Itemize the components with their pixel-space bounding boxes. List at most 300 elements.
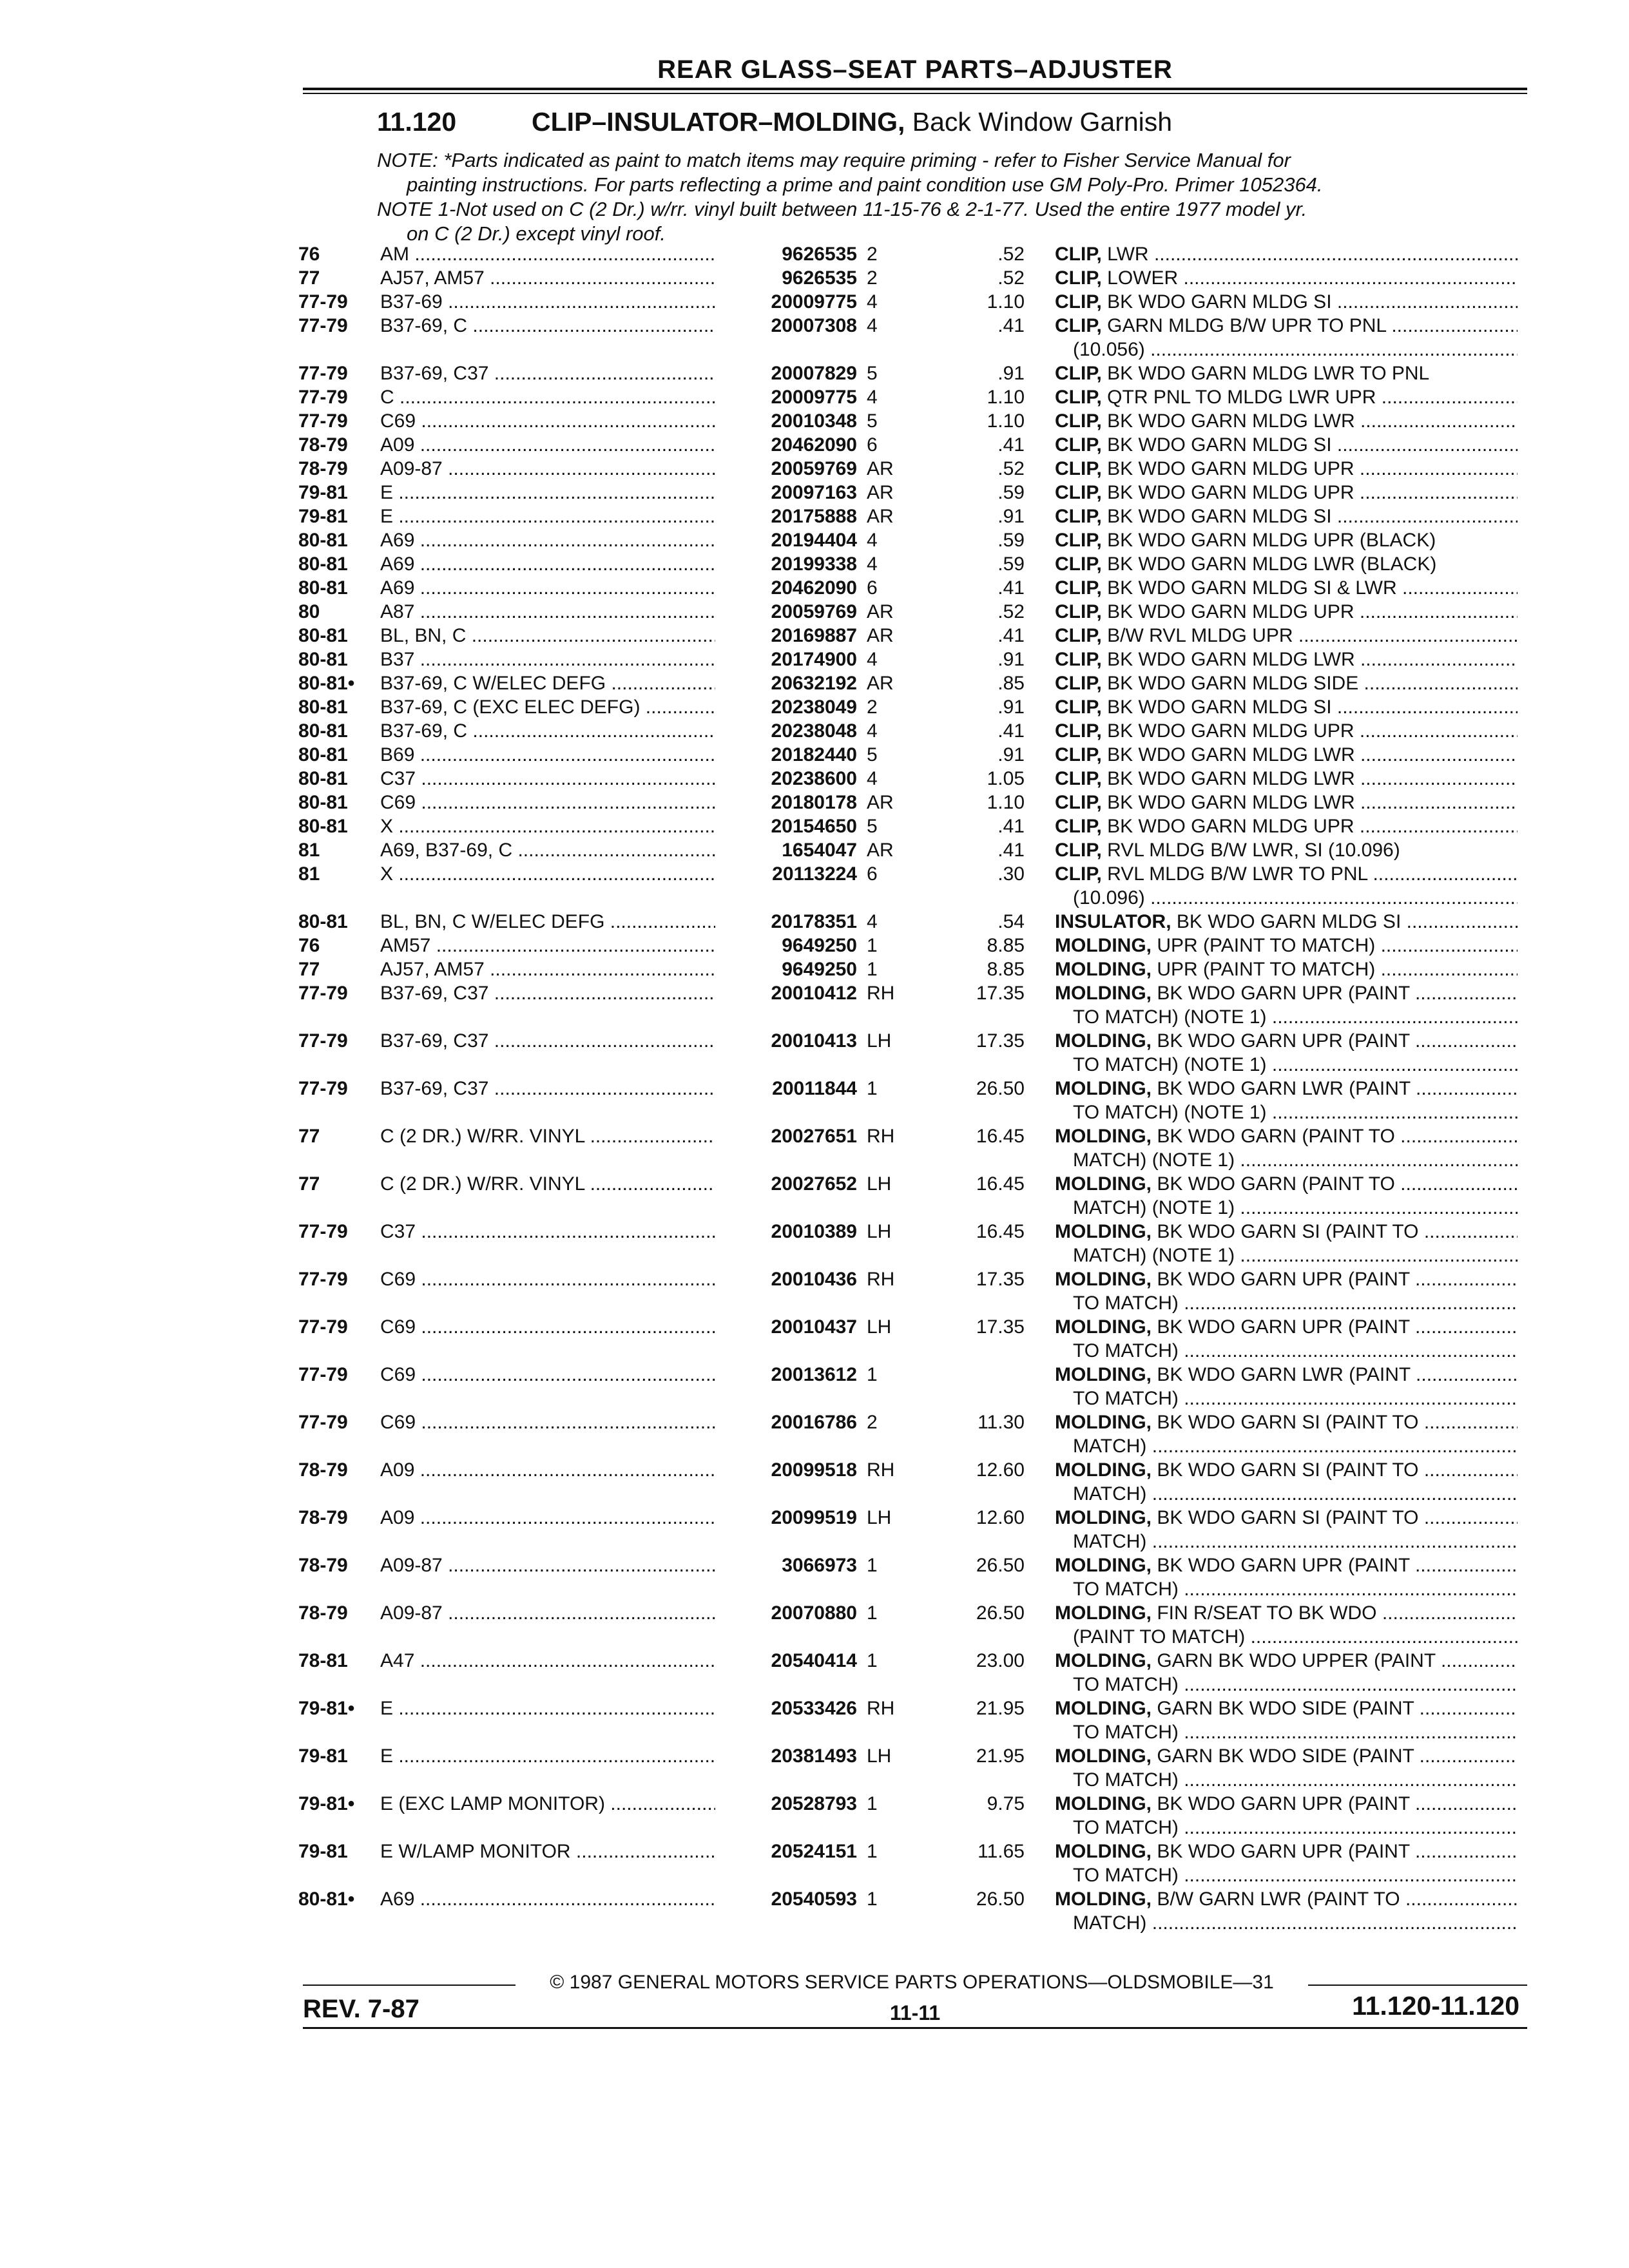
part-description: [1055, 957, 1518, 981]
body-models: BL, BN, C .....: [380, 624, 718, 648]
part-description: [1055, 1363, 1518, 1410]
description-text: BK WDO GARN MLDG SIDE: [1107, 673, 1359, 694]
part-description: [1055, 671, 1518, 695]
description-line: [1055, 957, 1518, 981]
part-description: [1055, 1696, 1518, 1744]
part-number: 20010389: [715, 1220, 857, 1244]
part-number: 20007829: [715, 361, 857, 385]
body-models: X .....: [380, 862, 718, 886]
table-row: [0, 1410, 1629, 1458]
price: .59: [998, 530, 1025, 551]
description-line: [1055, 385, 1518, 409]
price: .91: [998, 744, 1025, 765]
body-models: A69 .....: [380, 576, 718, 600]
description-text: TO MATCH): [1073, 1817, 1179, 1838]
part-name: MOLDING,: [1055, 1555, 1152, 1576]
model-years: 79-81: [298, 506, 348, 527]
description-line: [1055, 1363, 1518, 1387]
description-line: [1055, 1887, 1518, 1911]
part-name: CLIP,: [1055, 816, 1102, 837]
description-text: BK WDO GARN SI (PAINT TO: [1157, 1221, 1419, 1242]
quantity: 1: [867, 959, 878, 980]
description-line: [1055, 767, 1518, 791]
part-description: [1055, 981, 1518, 1029]
model-years: 77-79: [298, 291, 348, 312]
description-line: [1055, 1196, 1518, 1220]
quantity: RH: [867, 1269, 895, 1290]
description-text: UPR (PAINT TO MATCH): [1157, 959, 1376, 980]
description-line: [1055, 1792, 1518, 1816]
part-description: [1055, 576, 1518, 600]
description-line: [1055, 1315, 1518, 1339]
page-number: 11-11: [889, 2001, 941, 2024]
quantity: AR: [867, 625, 894, 646]
description-line: [1055, 910, 1518, 934]
model-years: 80-81: [298, 625, 348, 646]
description-line: [1055, 791, 1518, 814]
description-line: [1055, 314, 1518, 338]
model-years: 79-81•: [298, 1698, 355, 1719]
description-text: BK WDO GARN MLDG SI: [1107, 506, 1332, 527]
model-years: 80-81: [298, 744, 348, 765]
body-models: B37-69, C37 .....: [380, 1029, 718, 1053]
quantity: 4: [867, 291, 878, 312]
part-name: CLIP,: [1055, 601, 1102, 622]
part-description: [1055, 743, 1518, 767]
description-line: [1055, 648, 1518, 671]
description-text: TO MATCH): [1073, 1579, 1179, 1600]
description-text: BK WDO GARN UPR (PAINT: [1157, 1555, 1410, 1576]
description-text: BK WDO GARN UPR (PAINT: [1157, 1841, 1410, 1862]
part-description: [1055, 1172, 1518, 1220]
section-title: REAR GLASS–SEAT PARTS–ADJUSTER: [657, 55, 1173, 84]
price: .52: [998, 458, 1025, 479]
revision-label: REV. 7-87: [303, 1995, 419, 2023]
quantity: 2: [867, 1412, 878, 1433]
description-text: LOWER: [1107, 267, 1179, 289]
table-row: [0, 314, 1629, 361]
body-models: B37 .....: [380, 648, 718, 671]
part-description: [1055, 290, 1518, 314]
description-line: [1055, 1077, 1518, 1100]
part-description: [1055, 814, 1518, 838]
table-row: [0, 671, 1629, 695]
table-row: [0, 934, 1629, 957]
model-years: 77-79: [298, 983, 348, 1004]
quantity: LH: [867, 1507, 892, 1528]
table-row: [0, 1124, 1629, 1172]
part-name: CLIP,: [1055, 458, 1102, 479]
model-years: 78-79: [298, 1555, 348, 1576]
part-name: CLIP,: [1055, 530, 1102, 551]
part-description: [1055, 1887, 1518, 1935]
part-description: [1055, 695, 1518, 719]
body-models: B37-69, C .....: [380, 314, 718, 338]
body-models: A69 .....: [380, 1887, 718, 1911]
price: 16.45: [976, 1173, 1025, 1195]
part-description: [1055, 1792, 1518, 1840]
model-years: 78-79: [298, 434, 348, 456]
part-description: [1055, 361, 1518, 385]
model-years: 78-79: [298, 1602, 348, 1624]
part-name: CLIP,: [1055, 768, 1102, 789]
price: 26.50: [976, 1555, 1025, 1576]
part-description: [1055, 481, 1518, 505]
model-years: 76: [298, 935, 320, 956]
price: 1.10: [987, 410, 1025, 432]
description-text: (10.056): [1073, 339, 1145, 360]
description-line: [1055, 1124, 1518, 1148]
part-description: [1055, 1744, 1518, 1792]
part-name: MOLDING,: [1055, 1412, 1152, 1433]
body-models: C69 .....: [380, 1267, 718, 1291]
part-description: [1055, 1649, 1518, 1696]
model-years: 80-81: [298, 768, 348, 789]
body-models: A87 .....: [380, 600, 718, 624]
model-years: 79-81: [298, 1745, 348, 1767]
body-models: A09 .....: [380, 1458, 718, 1482]
model-years: 77: [298, 267, 320, 289]
price: .54: [998, 911, 1025, 932]
model-years: 77-79: [298, 315, 348, 336]
model-years: 80-81: [298, 720, 348, 742]
group-title-bold: CLIP–INSULATOR–MOLDING,: [532, 107, 905, 137]
description-line: [1055, 743, 1518, 767]
table-row: [0, 290, 1629, 314]
part-description: [1055, 1840, 1518, 1887]
part-description: [1055, 1124, 1518, 1172]
price: .41: [998, 434, 1025, 456]
model-years: 78-79: [298, 1459, 348, 1481]
price: 21.95: [976, 1698, 1025, 1719]
body-models: A09-87 .....: [380, 457, 718, 481]
description-text: BK WDO GARN UPR (PAINT: [1157, 1793, 1410, 1814]
price: .41: [998, 816, 1025, 837]
body-models: B37-69, C .....: [380, 719, 718, 743]
table-row: [0, 600, 1629, 624]
table-row: [0, 385, 1629, 409]
part-number: 20009775: [715, 385, 857, 409]
model-years: 79-81•: [298, 1793, 355, 1814]
part-number: 20113224: [715, 862, 857, 886]
description-line: [1055, 457, 1518, 481]
part-number: 20016786: [715, 1410, 857, 1434]
part-number: 20099518: [715, 1458, 857, 1482]
body-models: E .....: [380, 505, 718, 528]
description-line: [1055, 1553, 1518, 1577]
header-rule-thin: [303, 93, 1527, 94]
part-name: MOLDING,: [1055, 959, 1152, 980]
table-row: [0, 1267, 1629, 1315]
model-years: 77-79: [298, 1221, 348, 1242]
body-models: A09 .....: [380, 1506, 718, 1530]
model-years: 80-81: [298, 530, 348, 551]
table-row: [0, 505, 1629, 528]
body-models: A69 .....: [380, 552, 718, 576]
description-text: BK WDO GARN SI (PAINT TO: [1157, 1412, 1419, 1433]
part-number: 20099519: [715, 1506, 857, 1530]
description-line: [1055, 1005, 1518, 1029]
quantity: LH: [867, 1745, 892, 1767]
part-number: 20540593: [715, 1887, 857, 1911]
model-years: 77-79: [298, 387, 348, 408]
quantity: 6: [867, 863, 878, 885]
table-row: [0, 457, 1629, 481]
description-line: [1055, 1172, 1518, 1196]
price: 26.50: [976, 1078, 1025, 1099]
part-description: [1055, 648, 1518, 671]
part-description: [1055, 910, 1518, 934]
description-line: [1055, 409, 1518, 433]
description-text: BK WDO GARN MLDG SI: [1176, 911, 1402, 932]
table-row: [0, 910, 1629, 934]
description-text: B/W GARN LWR (PAINT TO: [1157, 1888, 1400, 1910]
part-name: MOLDING,: [1055, 1507, 1152, 1528]
part-number: 20175888: [715, 505, 857, 528]
quantity: 5: [867, 410, 878, 432]
description-line: [1055, 576, 1518, 600]
price: .85: [998, 673, 1025, 694]
table-row: [0, 1887, 1629, 1935]
quantity: RH: [867, 983, 895, 1004]
part-description: [1055, 1553, 1518, 1601]
table-row: [0, 767, 1629, 791]
part-name: CLIP,: [1055, 267, 1102, 289]
body-models: E (EXC LAMP MONITOR) .....: [380, 1792, 718, 1816]
table-row: [0, 1792, 1629, 1840]
part-number: 20462090: [715, 576, 857, 600]
model-years: 80-81•: [298, 1888, 355, 1910]
group-title-rest: Back Window Garnish: [905, 107, 1173, 137]
table-row: [0, 1696, 1629, 1744]
description-text: MATCH) (NOTE 1): [1073, 1245, 1235, 1266]
quantity: 2: [867, 244, 878, 265]
body-models: E W/LAMP MONITOR .....: [380, 1840, 718, 1863]
quantity: 4: [867, 387, 878, 408]
description-line: [1055, 1816, 1518, 1840]
table-row: [0, 1220, 1629, 1267]
price: .41: [998, 577, 1025, 599]
description-text: BK WDO GARN MLDG SI: [1107, 291, 1332, 312]
part-number: 20381493: [715, 1744, 857, 1768]
table-row: [0, 481, 1629, 505]
description-line: [1055, 1458, 1518, 1482]
model-years: 80-81•: [298, 673, 355, 694]
part-number: 20182440: [715, 743, 857, 767]
description-text: TO MATCH): [1073, 1340, 1179, 1361]
part-description: [1055, 838, 1518, 862]
part-number: 20540414: [715, 1649, 857, 1673]
model-years: 77-79: [298, 1364, 348, 1385]
quantity: 4: [867, 649, 878, 670]
quantity: 1: [867, 1793, 878, 1814]
group-heading: [377, 107, 1172, 137]
description-text: MATCH) (NOTE 1): [1073, 1197, 1235, 1218]
price: .59: [998, 553, 1025, 575]
description-text: GARN BK WDO UPPER (PAINT: [1157, 1650, 1436, 1671]
part-description: [1055, 552, 1518, 576]
description-line: [1055, 1100, 1518, 1124]
description-text: BK WDO GARN MLDG UPR: [1107, 482, 1354, 503]
part-name: MOLDING,: [1055, 1602, 1152, 1624]
part-description: [1055, 385, 1518, 409]
part-name: MOLDING,: [1055, 1173, 1152, 1195]
model-years: 80-81: [298, 577, 348, 599]
description-text: MATCH): [1073, 1483, 1147, 1504]
part-number: 20059769: [715, 600, 857, 624]
part-name: CLIP,: [1055, 244, 1102, 265]
quantity: AR: [867, 792, 894, 813]
body-models: A69 .....: [380, 528, 718, 552]
price: .41: [998, 315, 1025, 336]
table-row: [0, 1315, 1629, 1363]
part-name: CLIP,: [1055, 315, 1102, 336]
body-models: B37-69, C W/ELEC DEFG .....: [380, 671, 718, 695]
group-range: 11.120-11.120: [1352, 1991, 1519, 2021]
quantity: LH: [867, 1221, 892, 1242]
description-text: TO MATCH): [1073, 1674, 1179, 1695]
description-text: BK WDO GARN (PAINT TO: [1157, 1173, 1395, 1195]
part-number: 20154650: [715, 814, 857, 838]
description-text: BK WDO GARN UPR (PAINT: [1157, 1030, 1410, 1052]
description-text: TO MATCH): [1073, 1388, 1179, 1409]
part-number: 20180178: [715, 791, 857, 814]
table-row: [0, 648, 1629, 671]
price: .91: [998, 506, 1025, 527]
table-row: [0, 957, 1629, 981]
part-name: MOLDING,: [1055, 1030, 1152, 1052]
description-line: [1055, 528, 1518, 552]
quantity: AR: [867, 458, 894, 479]
quantity: 1: [867, 935, 878, 956]
note-line: painting instructions. For parts reflecting a prime and paint condition use GM Poly-Pro. Primer 1052364.: [407, 173, 1323, 196]
table-row: [0, 433, 1629, 457]
note-line: NOTE 1-Not used on C (2 Dr.) w/rr. vinyl built between 11-15-76 & 2-1-77. Used the entire 1977 model yr.: [377, 198, 1307, 220]
price: 1.10: [987, 387, 1025, 408]
description-text: BK WDO GARN MLDG LWR: [1107, 792, 1355, 813]
part-number: 20238600: [715, 767, 857, 791]
quantity: 6: [867, 577, 878, 599]
body-models: A09 .....: [380, 433, 718, 457]
description-line: [1055, 719, 1518, 743]
part-name: MOLDING,: [1055, 1126, 1152, 1147]
note-line: NOTE: *Parts indicated as paint to match items may require priming - refer to Fisher Service Manual for: [377, 149, 1291, 171]
quantity: AR: [867, 482, 894, 503]
price: .41: [998, 720, 1025, 742]
quantity: AR: [867, 673, 894, 694]
quantity: 5: [867, 744, 878, 765]
table-row: [0, 791, 1629, 814]
part-name: CLIP,: [1055, 792, 1102, 813]
body-models: C69 .....: [380, 791, 718, 814]
part-name: MOLDING,: [1055, 1745, 1152, 1767]
table-row: [0, 1458, 1629, 1506]
body-models: AM .....: [380, 242, 718, 266]
body-models: C37 .....: [380, 767, 718, 791]
part-name: CLIP,: [1055, 625, 1102, 646]
model-years: 78-81: [298, 1650, 348, 1671]
part-name: CLIP,: [1055, 553, 1102, 575]
table-row: [0, 1744, 1629, 1792]
description-line: [1055, 1673, 1518, 1696]
part-number: 20010412: [715, 981, 857, 1005]
price: 8.85: [987, 935, 1025, 956]
part-name: CLIP,: [1055, 863, 1102, 885]
price: 17.35: [976, 1316, 1025, 1338]
description-text: B/W RVL MLDG UPR: [1107, 625, 1293, 646]
description-text: UPR (PAINT TO MATCH): [1157, 935, 1376, 956]
quantity: 4: [867, 720, 878, 742]
part-number: 9626535: [715, 266, 857, 290]
part-number: 9649250: [715, 957, 857, 981]
header-rule: [303, 88, 1527, 90]
quantity: RH: [867, 1698, 895, 1719]
quantity: 4: [867, 315, 878, 336]
description-text: MATCH) (NOTE 1): [1073, 1149, 1235, 1171]
price: 16.45: [976, 1126, 1025, 1147]
part-number: 3066973: [715, 1553, 857, 1577]
description-line: [1055, 1410, 1518, 1434]
price: .52: [998, 601, 1025, 622]
model-years: 80-81: [298, 697, 348, 718]
note-block: [377, 148, 1518, 246]
part-number: 20528793: [715, 1792, 857, 1816]
description-line: [1055, 886, 1518, 910]
body-models: BL, BN, C W/ELEC DEFG .....: [380, 910, 718, 934]
price: 12.60: [976, 1459, 1025, 1481]
description-line: [1055, 1482, 1518, 1506]
part-name: CLIP,: [1055, 720, 1102, 742]
description-text: LWR: [1107, 244, 1149, 265]
body-models: A69, B37-69, C .....: [380, 838, 718, 862]
price: .91: [998, 649, 1025, 670]
part-number: 20070880: [715, 1601, 857, 1625]
description-line: [1055, 1696, 1518, 1720]
price: 1.05: [987, 768, 1025, 789]
description-line: [1055, 1863, 1518, 1887]
body-models: B37-69, C37 .....: [380, 1077, 718, 1100]
part-name: MOLDING,: [1055, 1459, 1152, 1481]
description-line: [1055, 1744, 1518, 1768]
body-models: B37-69, C (EXC ELEC DEFG) .....: [380, 695, 718, 719]
body-models: C37 .....: [380, 1220, 718, 1244]
price: .41: [998, 840, 1025, 861]
price: 1.10: [987, 792, 1025, 813]
description-text: MATCH): [1073, 1912, 1147, 1934]
part-description: [1055, 457, 1518, 481]
quantity: 1: [867, 1555, 878, 1576]
part-description: [1055, 600, 1518, 624]
description-line: [1055, 433, 1518, 457]
description-line: [1055, 1768, 1518, 1792]
description-line: [1055, 814, 1518, 838]
table-row: [0, 838, 1629, 862]
model-years: 77-79: [298, 1316, 348, 1338]
part-name: CLIP,: [1055, 577, 1102, 599]
description-text: BK WDO GARN MLDG SI & LWR: [1107, 577, 1397, 599]
model-years: 80-81: [298, 792, 348, 813]
price: 26.50: [976, 1602, 1025, 1624]
body-models: E .....: [380, 481, 718, 505]
part-description: [1055, 242, 1518, 266]
part-name: CLIP,: [1055, 744, 1102, 765]
part-number: 9626535: [715, 242, 857, 266]
part-number: 20059769: [715, 457, 857, 481]
body-models: C69 .....: [380, 1315, 718, 1339]
table-row: [0, 242, 1629, 266]
price: 21.95: [976, 1745, 1025, 1767]
description-line: [1055, 1601, 1518, 1625]
